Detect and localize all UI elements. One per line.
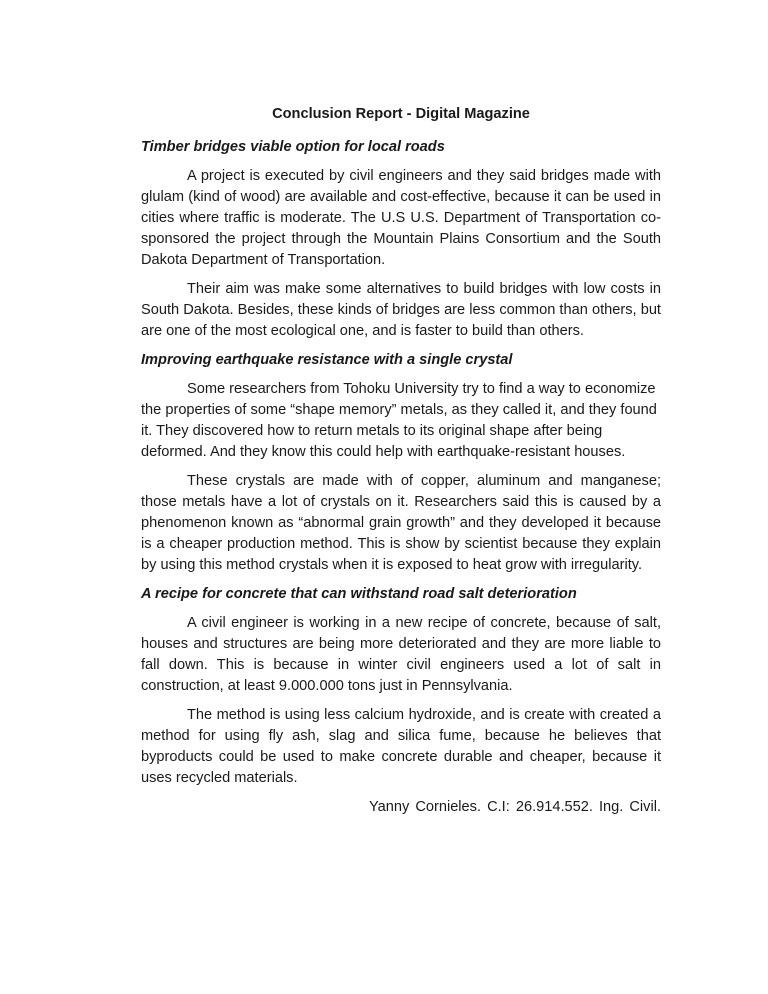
document-page xyxy=(141,104,661,818)
paragraph: These crystals are made with of copper, aluminum and manganese; those metals have a lot of crystals on it. Researchers said this is caused by a phenomenon known as “abnormal grain growth” and they developed it because is a cheaper production method. This is show by scientist because they explain by using this method crystals when it is exposed to heat grow with irregularity. xyxy=(141,473,661,573)
paragraph: A civil engineer is working in a new recipe of concrete, because of salt, houses and structures are being more deteriorated and they are more liable to fall down. This is because in winter civil engineers used a lot of salt in construction, at least 9.000.000 tons just in Pennsylvania. xyxy=(141,615,661,694)
paragraph: The method is using less calcium hydroxide, and is create with created a method for using fly ash, slag and silica fume, because he believes that byproducts could be used to make concrete durable and cheaper, because it uses recycled materials. xyxy=(141,707,661,786)
section-heading-earthquake-resistance: Improving earthquake resistance with a single crystal xyxy=(141,352,513,368)
paragraph: Their aim was make some alternatives to build bridges with low costs in South Dakota. Besides, these kinds of bridges are less common than others, but are one of the most ecological one, and is faster to build than others. xyxy=(141,281,661,339)
document-title: Conclusion Report - Digital Magazine xyxy=(272,106,530,122)
author-signature: Yanny Cornieles. C.I: 26.914.552. Ing. Civil. xyxy=(368,799,661,815)
paragraph: Some researchers from Tohoku University try to find a way to economize the properties of some “shape memory” metals, as they called it, and they found it. They discovered how to return metals to its original shape after being deformed. And they know this could help with earthquake-resistant houses. xyxy=(141,381,657,460)
section-heading-concrete-recipe: A recipe for concrete that can withstand road salt deterioration xyxy=(141,586,577,602)
section-heading-timber-bridges: Timber bridges viable option for local roads xyxy=(141,139,445,155)
paragraph: A project is executed by civil engineers and they said bridges made with glulam (kind of wood) are available and cost-effective, because it can be used in cities where traffic is moderate. The U.S U.S. Department of Transportation co-sponsored the project through the Mountain Plains Consortium and the South Dakota Department of Transportation. xyxy=(141,168,661,268)
